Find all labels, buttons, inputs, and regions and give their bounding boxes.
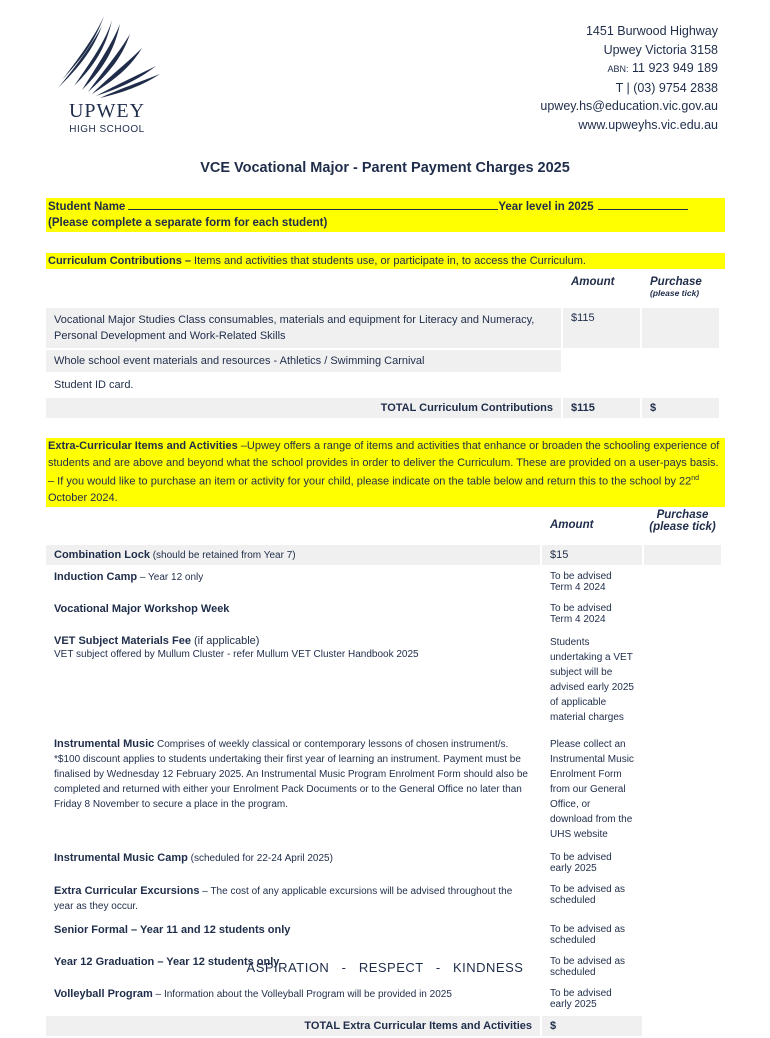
abn-label: ABN: bbox=[607, 64, 629, 74]
year-level-field[interactable] bbox=[598, 199, 688, 210]
extra-item-title: Instrumental Music bbox=[54, 738, 155, 750]
extra-purchase-tick[interactable] bbox=[644, 984, 721, 1014]
extra-total-label: TOTAL Extra Curricular Items and Activities bbox=[46, 1016, 540, 1036]
table-row bbox=[46, 631, 721, 729]
curriculum-purchase-label: Purchase bbox=[650, 276, 702, 288]
extra-item-extra: (scheduled for 22-24 April 2025) bbox=[187, 853, 333, 864]
curriculum-amount-header: Amount bbox=[571, 276, 615, 288]
extra-item-title: Senior Formal – Year 11 and 12 students only bbox=[54, 924, 291, 936]
curriculum-purchase-tick[interactable] bbox=[642, 350, 719, 396]
curriculum-total-amount: $115 bbox=[563, 398, 640, 418]
abn-value: 11 923 949 189 bbox=[632, 61, 718, 75]
school-address-block bbox=[540, 22, 718, 134]
extra-curricular-heading bbox=[46, 438, 725, 507]
address-line1: 1451 Burwood Highway bbox=[585, 24, 718, 38]
curriculum-amount bbox=[563, 350, 640, 396]
document-title: VCE Vocational Major - Parent Payment Charges 2025 bbox=[200, 160, 570, 176]
extra-item-extra: – Information about the Volleyball Program will be provided in 2025 bbox=[152, 989, 452, 1000]
table-row bbox=[46, 567, 721, 597]
school-logo bbox=[52, 14, 164, 136]
extra-item-title: Combination Lock bbox=[54, 549, 150, 561]
curriculum-heading bbox=[46, 253, 725, 269]
extra-item-amount: Please collect an Instrumental Music Enrolment Form from our General Office, or download from the UHS website bbox=[550, 739, 634, 840]
curriculum-amount: $115 bbox=[563, 308, 640, 348]
curriculum-item: Whole school event materials and resources - Athletics / Swimming Carnival bbox=[46, 350, 561, 372]
extra-item-amount: To be advised early 2025 bbox=[550, 852, 612, 874]
curriculum-item: Student ID card. bbox=[54, 379, 134, 391]
curriculum-total-row bbox=[46, 398, 719, 418]
extra-item-amount: Students undertaking a VET subject will be advised early 2025 of applicable material charges bbox=[550, 637, 634, 723]
extra-item-title: Extra Curricular Excursions bbox=[54, 885, 200, 897]
extra-item-title: Volleyball Program bbox=[54, 988, 153, 1000]
extra-total-row bbox=[46, 1016, 721, 1036]
student-details-box bbox=[46, 198, 725, 232]
curriculum-purchase-tick[interactable] bbox=[642, 308, 719, 348]
extra-item-extra: (if applicable) bbox=[190, 635, 260, 647]
table-row bbox=[46, 848, 721, 878]
curriculum-table bbox=[44, 270, 721, 420]
extra-purchase-header bbox=[644, 507, 721, 543]
curriculum-item: Vocational Major Studies Class consumables, materials and equipment for Literacy and Numeracy, Personal Development and Work-Related Skills bbox=[46, 308, 561, 348]
extra-item-extra: Comprises of weekly classical or contemporary lessons of chosen instrument/s. *$100 discount applies to students undertaking their first year of learning an instrument. Payment must be finalised by Wednesday 12 February 2025. An Instrumental Music Program Enrolment Form should also be completed and returned with either your Enrolment Pack Documents or to the General Office no later than Friday 8 November to secure a place in the program. bbox=[54, 739, 528, 810]
extra-item-title: Year 12 Graduation – Year 12 students only bbox=[54, 956, 280, 968]
phone-line: T | (03) 9754 2838 bbox=[615, 80, 718, 95]
table-row bbox=[46, 350, 719, 372]
table-row bbox=[46, 880, 721, 918]
extra-item-amount: To be advised as scheduled bbox=[550, 884, 626, 906]
table-row bbox=[46, 731, 721, 846]
extra-heading-bold: Extra-Curricular Items and Activities bbox=[48, 440, 238, 452]
table-row bbox=[46, 599, 721, 629]
extra-item-title: Induction Camp bbox=[54, 571, 138, 583]
curriculum-total-label: TOTAL Curriculum Contributions bbox=[46, 398, 561, 418]
extra-heading-text-1: –Upwey offers a range of items and activities that enhance or broaden the schooling experience of students and are above and beyond what the school provides in order to deliver the Curriculum. These are provided on a user-pays basis. – If you would like to purchase an item or activity for your child, please indicate on the table below and return this to the school by 22 bbox=[48, 440, 720, 488]
table-row bbox=[46, 984, 721, 1014]
school-motto: ASPIRATION - RESPECT - KINDNESS bbox=[246, 960, 524, 975]
extra-item-amount: $15 bbox=[542, 545, 642, 565]
extra-purchase-tick[interactable] bbox=[644, 920, 721, 950]
extra-item-extra: (should be retained from Year 7) bbox=[149, 550, 296, 561]
curriculum-purchase-header bbox=[642, 272, 719, 306]
extra-amount-header: Amount bbox=[550, 519, 594, 531]
curriculum-purchase-note: (please tick) bbox=[650, 288, 700, 298]
extra-item-title: Vocational Major Workshop Week bbox=[54, 603, 230, 615]
extra-heading-sup: nd bbox=[691, 475, 700, 482]
extra-purchase-tick[interactable] bbox=[644, 567, 721, 597]
extra-item-extra: – Year 12 only bbox=[137, 572, 204, 583]
extra-purchase-note: (please tick) bbox=[649, 521, 716, 533]
extra-item-desc: VET subject offered by Mullum Cluster - refer Mullum VET Cluster Handbook 2025 bbox=[54, 649, 419, 660]
extra-item-amount: To be advised as scheduled bbox=[550, 956, 626, 978]
student-note: (Please complete a separate form for each student) bbox=[48, 217, 328, 229]
table-row bbox=[46, 308, 719, 348]
logo-school-sub: HIGH SCHOOL bbox=[69, 124, 145, 135]
curriculum-heading-bold: Curriculum Contributions – bbox=[48, 255, 191, 267]
logo-school-name: UPWEY bbox=[68, 100, 146, 122]
student-name-label: Student Name bbox=[48, 201, 126, 213]
extra-purchase-tick[interactable] bbox=[644, 731, 721, 846]
table-row bbox=[46, 920, 721, 950]
extra-item-amount: To be advised early 2025 bbox=[550, 988, 612, 1010]
extra-item-amount: To be advised Term 4 2024 bbox=[550, 571, 612, 593]
extra-curricular-table bbox=[44, 505, 723, 1038]
extra-item-amount: To be advised as scheduled bbox=[550, 924, 626, 946]
table-row bbox=[46, 545, 721, 565]
curriculum-total-purchase[interactable]: $ bbox=[642, 398, 719, 418]
leaf-emblem-icon bbox=[52, 14, 164, 100]
abn-line bbox=[540, 59, 718, 79]
extra-purchase-tick[interactable] bbox=[644, 848, 721, 878]
email-link[interactable]: upwey.hs@education.vic.gov.au bbox=[540, 99, 718, 113]
year-level-label: Year level in 2025 bbox=[498, 201, 594, 213]
extra-purchase-label: Purchase bbox=[656, 509, 709, 521]
curriculum-heading-text: Items and activities that students use, or participate in, to access the Curriculum. bbox=[191, 255, 586, 267]
website-link[interactable]: www.upweyhs.vic.edu.au bbox=[578, 117, 718, 132]
extra-total-amount[interactable]: $ bbox=[542, 1016, 642, 1036]
extra-item-title: Instrumental Music Camp bbox=[54, 852, 188, 864]
extra-purchase-tick[interactable] bbox=[644, 631, 721, 729]
extra-purchase-tick[interactable] bbox=[644, 880, 721, 918]
extra-purchase-tick[interactable] bbox=[644, 545, 721, 565]
address-line2: Upwey Victoria 3158 bbox=[603, 42, 718, 57]
student-name-field[interactable] bbox=[128, 199, 498, 210]
extra-item-amount: To be advised Term 4 2024 bbox=[550, 603, 612, 625]
extra-item-title: VET Subject Materials Fee bbox=[54, 635, 191, 647]
extra-item-extra: – The cost of any applicable excursions will be advised throughout the year as they occur. bbox=[54, 886, 513, 912]
extra-purchase-tick[interactable] bbox=[644, 599, 721, 629]
extra-heading-text-2: October 2024. bbox=[48, 492, 118, 505]
